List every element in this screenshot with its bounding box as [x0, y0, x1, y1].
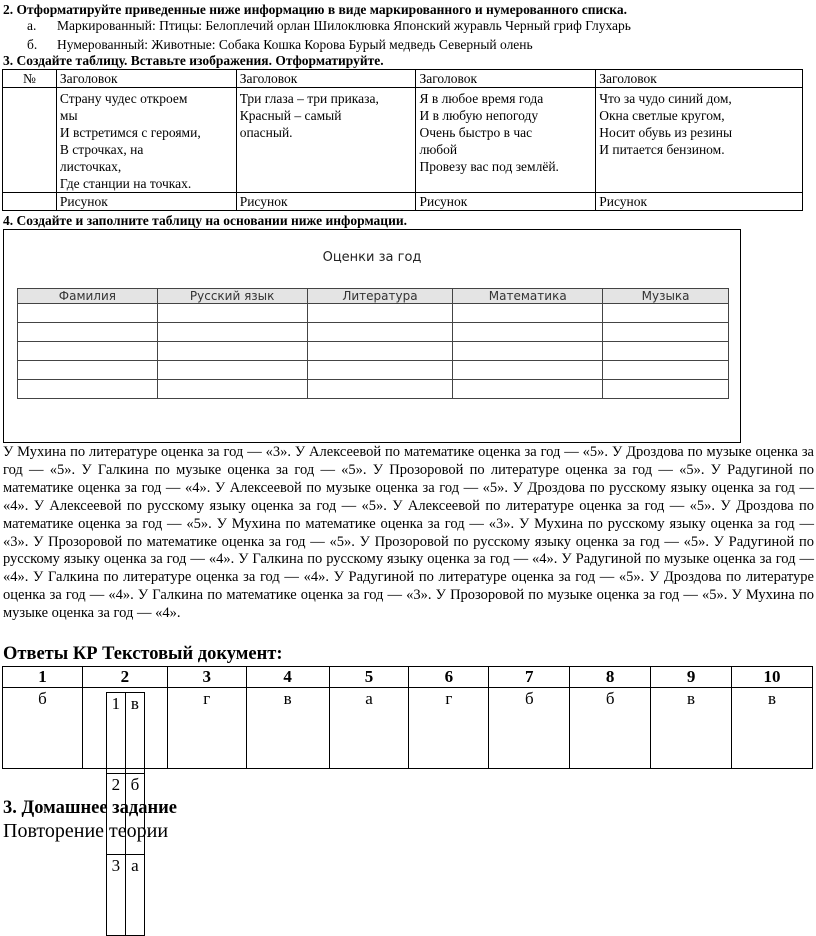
grades-cell: [603, 361, 729, 380]
answer-number: 8: [570, 667, 651, 688]
homework-text: Повторение теории: [3, 820, 169, 842]
poem-cell: Я в любое время года И в любую непогоду Очень быстро в час любой Провезу вас под землёй.: [416, 88, 596, 193]
answer-number: 4: [246, 667, 329, 688]
answers-header-row: [3, 667, 813, 688]
task3-heading: 3. Создайте таблицу. Вставьте изображения. Отформатируйте.: [3, 53, 384, 68]
picture-cell: Рисунок: [236, 193, 416, 211]
homework-heading: 3. Домашнее задание: [3, 798, 177, 818]
answer-value: в: [732, 688, 813, 769]
grades-paragraph: У Мухина по литературе оценка за год — «3». У Алексеевой по математике оценка за год — «5». У Дроздова по музыке оценка за год — «5». У Галкина по музыке оценка за год — «5». У Прозоровой по литературе оценка за год — «5». У Радугиной по математике оценка за год — «4». У Алексеевой по музыке оценка за год — «5». У Дроздова по русскому языку оценка за год — «4». У Алексеевой по русскому языку оценка за год — «5». У Алексеевой по литературе оценка за год — «5». У Дроздова по математике оценка за год — «5». У Мухина по математике оценка за год — «3». У Мухина по русскому языку оценка за год — «3». У Прозоровой по математике оценка за год — «5». У Прозоровой по русскому языку оценка за год — «5». У Радугиной по русскому языку оценка за год — «4». У Галкина по русскому языку оценка за год — «4». У Радугиной по музыке оценка за год — «4». У Галкина по литературе оценка за год — «4». У Радугиной по литературе оценка за год — «5». У Дроздова по литературе оценка за год — «4». У Галкина по математике оценка за год — «3». У Прозоровой по музыке оценка за год — «5». У Мухина по музыке оценка за год — «4».: [3, 444, 814, 622]
list-text: Нумерованный: Животные: Собака Кошка Корова Бурый медведь Северный олень: [57, 37, 533, 52]
answer-number: 3: [167, 667, 246, 688]
grades-cell: [603, 323, 729, 342]
answer-number: 5: [329, 667, 409, 688]
grades-table: [17, 288, 729, 399]
list-item-a: [27, 17, 631, 34]
answer-value: в: [246, 688, 329, 769]
grades-cell: [453, 361, 603, 380]
grades-cell: [453, 342, 603, 361]
picture-cell: Рисунок: [56, 193, 236, 211]
poem-cell: Страну чудес откроем мы И встретимся с героями, В строчках, на листочках, Где станции на точках.: [56, 88, 236, 193]
table-cell: [3, 193, 57, 211]
grades-row: [18, 304, 729, 323]
answer-number: 2: [82, 667, 167, 688]
picture-cell: Рисунок: [416, 193, 596, 211]
grades-row: [18, 361, 729, 380]
table-cell: [3, 88, 57, 193]
grades-cell: [307, 361, 453, 380]
grades-cell: [18, 323, 158, 342]
grades-cell: [603, 380, 729, 399]
answer-number: 10: [732, 667, 813, 688]
grades-cell: [157, 304, 307, 323]
match-value: а: [125, 855, 144, 936]
table-header-cell: Заголовок: [56, 70, 236, 88]
answer-number: 1: [3, 667, 83, 688]
answers-value-row: [3, 688, 813, 769]
table-header-cell: Заголовок: [596, 70, 803, 88]
grades-cell: [603, 342, 729, 361]
match-key: 1: [106, 693, 125, 774]
table-header-row: [3, 70, 803, 88]
grades-cell: [18, 342, 158, 361]
grades-cell: [453, 304, 603, 323]
grades-cell: [603, 304, 729, 323]
grades-header-cell: Музыка: [603, 289, 729, 304]
grades-cell: [453, 323, 603, 342]
match-key: 3: [106, 855, 125, 936]
grades-cell: [18, 380, 158, 399]
grades-header-cell: Литература: [307, 289, 453, 304]
answer-value: в: [651, 688, 732, 769]
answer-value: г: [167, 688, 246, 769]
table-row: [3, 193, 803, 211]
answer-value: б: [3, 688, 83, 769]
grades-cell: [307, 304, 453, 323]
grades-row: [18, 342, 729, 361]
grades-cell: [307, 323, 453, 342]
grades-cell: [453, 380, 603, 399]
table-row: [3, 88, 803, 193]
grades-header-cell: Фамилия: [18, 289, 158, 304]
match-key: 2: [106, 774, 125, 855]
table-header-cell: Заголовок: [236, 70, 416, 88]
grades-cell: [157, 361, 307, 380]
answer-value: б: [570, 688, 651, 769]
grades-cell: [157, 323, 307, 342]
task2-heading: 2. Отформатируйте приведенные ниже информацию в виде маркированного и нумерованного списка.: [3, 2, 627, 17]
grades-header-cell: Русский язык: [157, 289, 307, 304]
grades-header-cell: Математика: [453, 289, 603, 304]
list-marker: а.: [27, 18, 37, 33]
grades-row: [18, 323, 729, 342]
table-header-cell: Заголовок: [416, 70, 596, 88]
picture-cell: Рисунок: [596, 193, 803, 211]
grades-row: [18, 380, 729, 399]
poem-cell: Что за чудо синий дом, Окна светлые кругом, Носит обувь из резины И питается бензином.: [596, 88, 803, 193]
table-header-cell: №: [3, 70, 57, 88]
grades-cell: [18, 361, 158, 380]
answer-number: 9: [651, 667, 732, 688]
grades-table-image: [3, 229, 741, 443]
poem-cell: Три глаза – три приказа, Красный – самый опасный.: [236, 88, 416, 193]
list-marker: б.: [27, 37, 38, 52]
answer-value: г: [409, 688, 489, 769]
match-value: в: [125, 693, 144, 774]
match-row: [106, 693, 144, 774]
list-text: Маркированный: Птицы: Белоплечий орлан Шилоклювка Японский журавль Черный гриф Глухарь: [57, 18, 631, 33]
grades-cell: [18, 304, 158, 323]
answers-heading: Ответы КР Текстовый документ:: [3, 644, 283, 664]
list-item-b: [27, 36, 533, 53]
task3-table: [2, 69, 803, 211]
grades-cell: [157, 380, 307, 399]
match-row: [106, 855, 144, 936]
grades-header-row: [18, 289, 729, 304]
task4-heading: 4. Создайте и заполните таблицу на основании ниже информации.: [3, 213, 408, 228]
match-value: б: [125, 774, 144, 855]
answer-value: а: [329, 688, 409, 769]
grades-cell: [307, 342, 453, 361]
answer-number: 7: [489, 667, 570, 688]
image-title: Оценки за год: [322, 250, 422, 265]
grades-cell: [157, 342, 307, 361]
answer-number: 6: [409, 667, 489, 688]
answer-value: б: [489, 688, 570, 769]
grades-cell: [307, 380, 453, 399]
